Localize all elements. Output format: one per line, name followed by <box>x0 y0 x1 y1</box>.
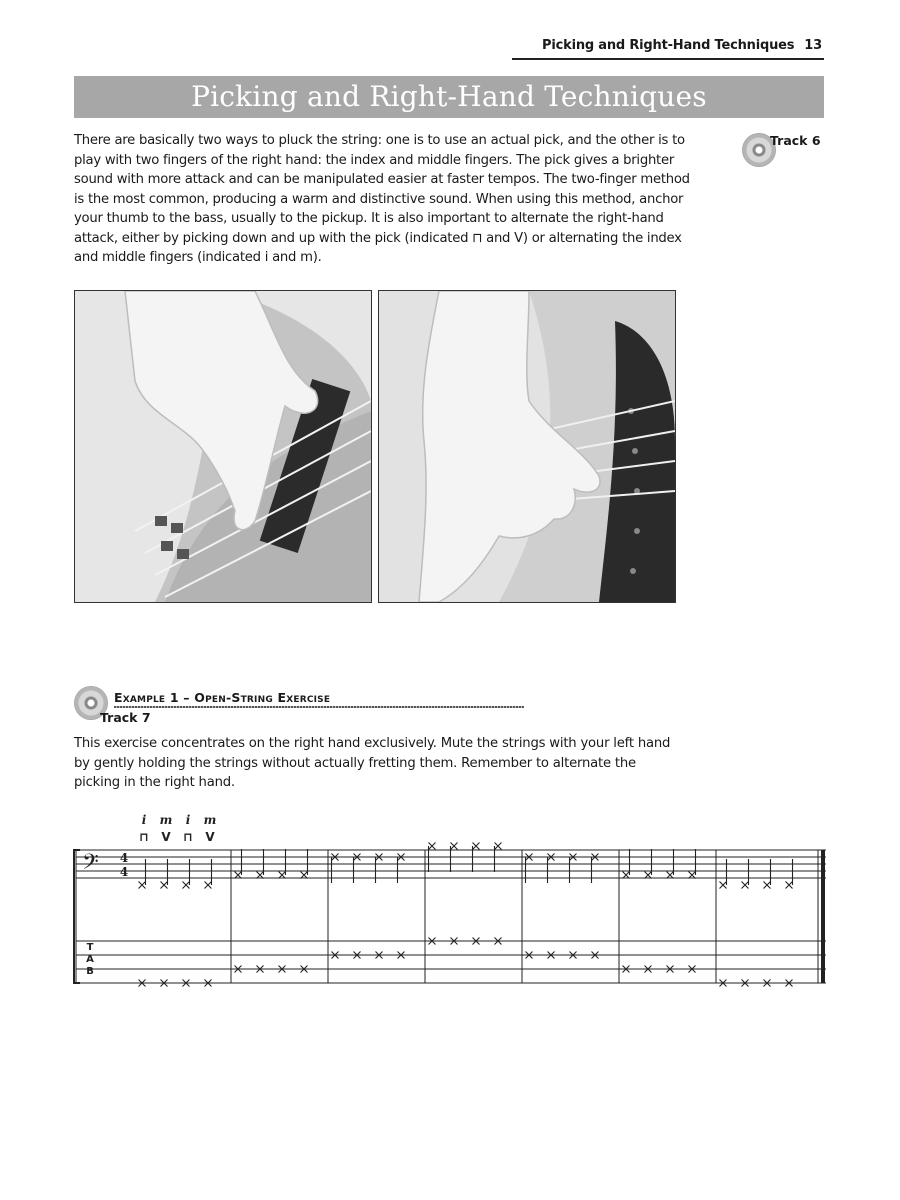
page-title: Picking and Right-Hand Techniques <box>191 80 707 113</box>
note-head <box>451 843 458 850</box>
note-head <box>473 843 480 850</box>
pick-mark: V <box>205 830 215 844</box>
note-head <box>235 872 242 879</box>
pick-mark: ⊓ <box>139 830 149 844</box>
tab-letter: A <box>86 954 94 965</box>
track-label-7: Track 7 <box>100 710 151 725</box>
note-head <box>257 872 264 879</box>
fingering-mark: i <box>141 813 147 827</box>
note-head <box>720 882 727 889</box>
note-head <box>623 872 630 879</box>
running-head-title: Picking and Right-Hand Techniques <box>542 38 795 53</box>
running-head-rule <box>512 58 824 60</box>
note-head <box>764 882 771 889</box>
note-head <box>301 872 308 879</box>
tab-letter: B <box>86 966 94 977</box>
fingering-mark: m <box>203 813 217 827</box>
time-sig-top: 4 <box>119 851 129 865</box>
example-title: Example 1 – Open-String Exercise <box>114 690 331 705</box>
note-head <box>429 843 436 850</box>
note-head <box>139 882 146 889</box>
tab-letter: T <box>86 942 94 953</box>
note-head <box>205 882 212 889</box>
running-head <box>542 38 822 53</box>
fingering-mark: m <box>159 813 173 827</box>
note-head <box>689 872 696 879</box>
fingering-mark: i <box>185 813 191 827</box>
note-head <box>495 843 502 850</box>
note-head <box>786 882 793 889</box>
intro-paragraph: There are basically two ways to pluck the string: one is to use an actual pick, and the other is to play with two fingers of the right hand: the index and middle fingers. The pick gives a brighter sound with more attack and can be manipulated easier at faster tempos. The two-finger method is the most common, producing a warm and distinctive sound. When using this method, anchor your thumb to the bass, usually to the pickup. It is also important to alternate the right-hand attack, either by picking down and up with the pick (indicated ⊓ and V) or alternating the index and middle fingers (indicated i and m). <box>74 133 690 265</box>
time-sig-bottom: 4 <box>119 865 129 879</box>
note-head <box>279 872 286 879</box>
track-label-6: Track 6 <box>770 133 821 148</box>
example-title-rule <box>114 706 524 708</box>
page-number: 13 <box>804 38 822 53</box>
example-description: This exercise concentrates on the right hand exclusively. Mute the strings with your left hand by gently holding the strings without actually fretting them. Remember to alternate the picking in the right hand. <box>74 736 671 790</box>
bass-clef-icon: 𝄢 <box>82 850 99 880</box>
note-head <box>183 882 190 889</box>
photo-pick-technique <box>74 290 372 603</box>
title-bar <box>74 76 824 118</box>
note-head <box>667 872 674 879</box>
note-head <box>161 882 168 889</box>
music-notation <box>72 810 832 990</box>
photo-finger-technique <box>378 290 676 603</box>
note-head <box>742 882 749 889</box>
note-head <box>645 872 652 879</box>
pick-mark: V <box>161 830 171 844</box>
pick-mark: ⊓ <box>183 830 193 844</box>
